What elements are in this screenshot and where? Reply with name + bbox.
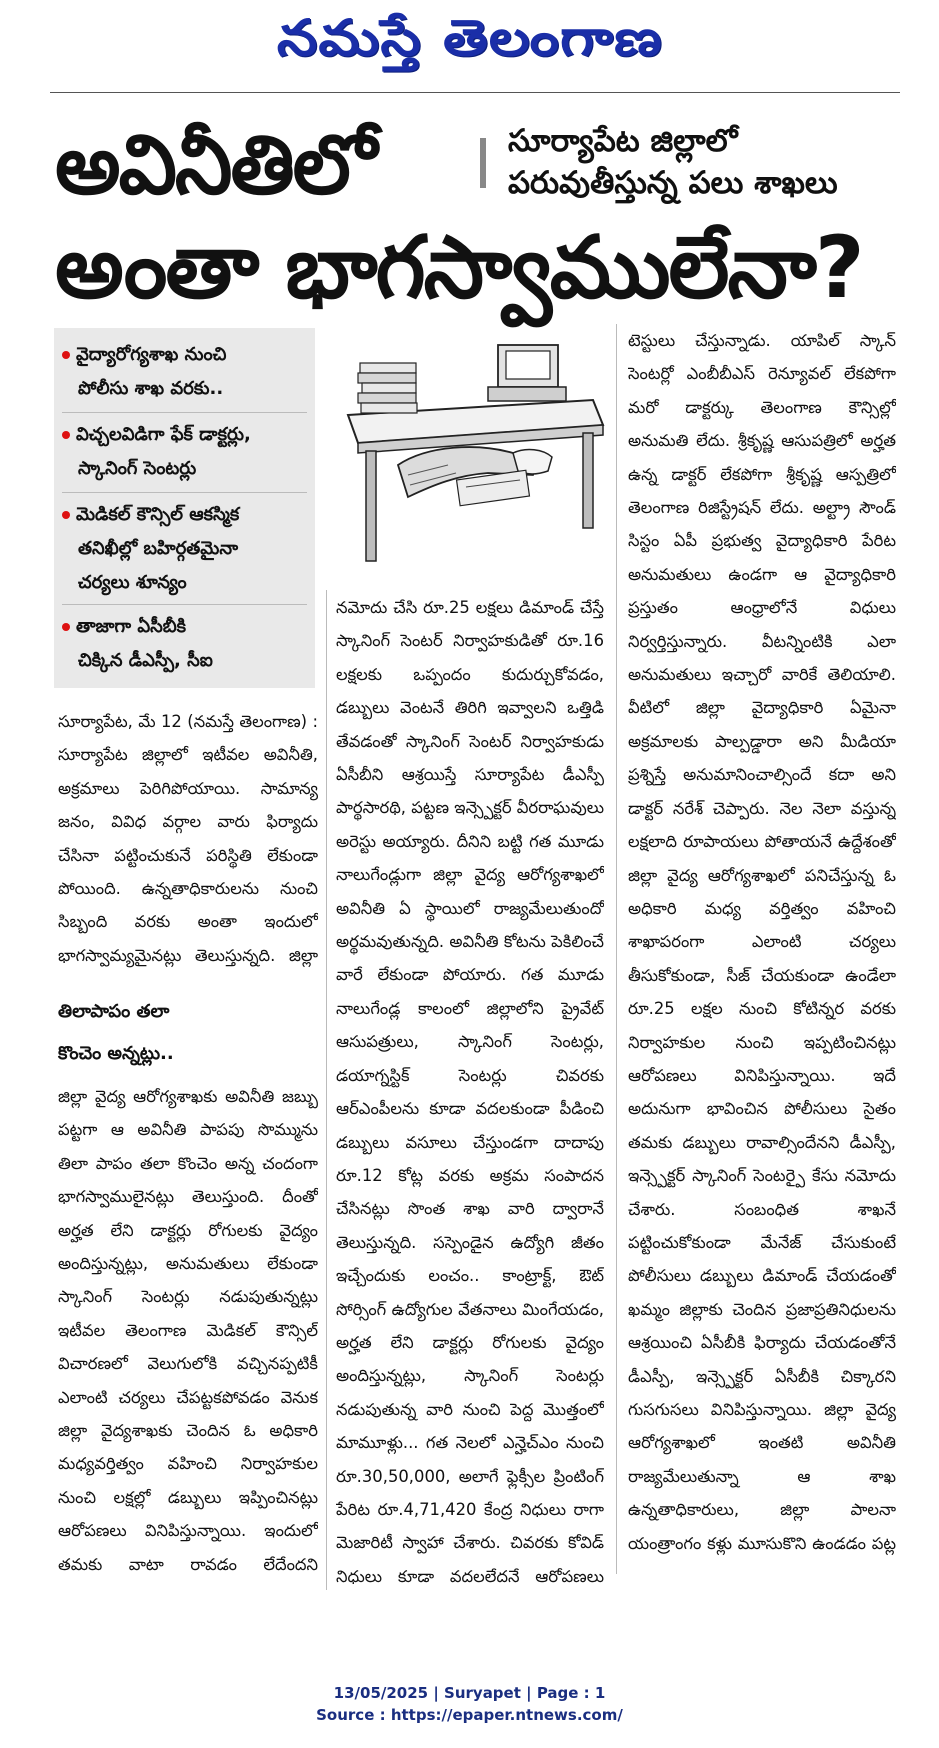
highlight-item: తాజాగా ఏసీబీకి చిక్కిన డీఎస్పీ, సీఐ (62, 610, 213, 678)
footer-source-link[interactable]: Source : https://epaper.ntnews.com/ (316, 1706, 623, 1724)
highlight-separator (62, 412, 307, 413)
article-column-2 (336, 591, 604, 1591)
masthead (0, 2, 939, 82)
crosshead (58, 994, 169, 1030)
highlights-box (54, 328, 315, 688)
subheadline-line1: సూర్యాపేట జిల్లాలో (508, 123, 738, 159)
article-column-1-continued (58, 1080, 318, 1585)
subheadline (508, 120, 838, 204)
article-paragraph: సూర్యాపేట, మే 12 (నమస్తే తెలంగాణ) : సూర్యాపేట జిల్లాలో ఇటీవల అవినీతి, అక్రమాలు పెరిగిపోయాయి. సామాన్య జనం, వివిధ వర్గాల వారు ఫిర్యాదు చేసినా పట్టించుకునే పరిస్థితి లేకుండా పోయింది. ఉన్నతాధికారులను నుంచి సిబ్బంది వరకు అంతా ఇందులో భాగస్వామ్యమైనట్లు తెలుస్తున్నది. జిల్లా (58, 712, 318, 965)
column-divider (326, 590, 327, 1590)
article-column-3 (628, 324, 896, 1566)
bribery-illustration (338, 325, 608, 570)
highlight-item: వైద్యారోగ్యశాఖ నుంచి పోలీసు శాఖ వరకు.. (62, 338, 226, 406)
subheadline-line2: పరువుతీస్తున్న పలు శాఖలు (508, 165, 838, 201)
crosshead-line2: కొంచెం అన్నట్లు.. (58, 1043, 174, 1064)
bullet-dot-icon (62, 431, 70, 439)
column-divider (616, 324, 617, 1574)
masthead-rule (50, 92, 900, 93)
crosshead-2 (58, 1036, 174, 1072)
headline-divider (480, 138, 486, 188)
highlight-item: మెడికల్ కౌన్సిల్ ఆకస్మిక తనిఖీల్లో బహిర్గతమైనా చర్యలు శూన్యం (62, 498, 239, 600)
article-paragraph: జిల్లా వైద్య ఆరోగ్యశాఖకు అవినీతి జబ్బు పట్టగా ఆ అవినీతి పాపపు సొమ్మును తిలా పాపం తలా కొంచెం అన్న చందంగా భాగస్వాములైనట్లు తెలుస్తుంది. దీంతో అర్హత లేని డాక్టర్లు రోగులకు వైద్యం అందిస్తున్నట్లు, అనుమతులు లేకుండా స్కానింగ్ సెంటర్లు నడుపుతున్నట్లు ఇటీవల తెలంగాణ మెడికల్ కౌన్సిల్ విచారణలో వెలుగులోకి వచ్చినప్పటికీ ఎలాంటి చర్యలు చేపట్టకపోవడం వెనుక జిల్లా వైద్యశాఖకు చెందిన ఓ అధికారి మధ్యవర్తిత్వం వహించి నిర్వాహకుల నుంచి లక్షల్లో డబ్బులు ఇప్పించినట్లు ఆరోపణలు వినిపిస్తున్నాయి. ఇందులో తమకు వాటా రావడం లేదేందని (58, 1087, 318, 1574)
headline-line1: అవినీతిలో (55, 118, 375, 213)
newspaper-logo: నమస్తే తెలంగాణ (276, 8, 663, 67)
bullet-dot-icon (62, 351, 70, 359)
highlight-item: విచ్చలవిడిగా ఫేక్ డాక్టర్లు, స్కానింగ్ సెంటర్లు (62, 418, 251, 486)
article-paragraph: నమోదు చేసి రూ.25 లక్షలు డిమాండ్ చేస్తే స్కానింగ్ సెంటర్ నిర్వాహకుడితో రూ.16 లక్షలకు ఒప్పందం కుదుర్చుకోవడం, డబ్బులు వెంటనే తిరిగి ఇవ్వాలని ఒత్తిడి తేవడంతో స్కానింగ్ సెంటర్ నిర్వాహకుడు ఏసీబీని ఆశ్రయిస్తే సూర్యాపేట డీఎస్పీ పార్థసారథి, పట్టణ ఇన్స్పెక్టర్ వీరరాఘవులు అరెస్టు అయ్యారు. దీనిని బట్టి గత మూడు నాలుగేండ్లుగా జిల్లా వైద్య ఆరోగ్యశాఖలో అవినీతి ఏ స్థాయిలో రాజ్యమేలుతుందో అర్థమవుతున్నది. అవినీతి కోటను పెకిలించే వారే లేకుండా పోయారు. గత మూడు నాలుగేండ్ల కాలంలో జిల్లాలోని ప్రైవేట్ ఆసుపత్రులు, స్కానింగ్ సెంటర్లు, డయాగ్నస్టిక్ సెంటర్లు చివరకు ఆర్ఎంపీలను కూడా వదలకుండా పీడించి డబ్బులు వసూలు చేస్తుండగా దాదాపు రూ.12 కోట్ల వరకు అక్రమ సంపాదన చేసినట్లు సొంత శాఖ వారి ద్వారానే తెలుస్తున్నది. సస్పెండైన ఉద్యోగి జీతం ఇచ్చేందుకు లంచం.. కాంట్రాక్ట్, ఔట్ సోర్సింగ్ ఉద్యోగుల వేతనాలు మింగేయడం, అర్హత లేని డాక్టర్లు రోగులకు వైద్యం అందిస్తున్నట్లు, స్కానింగ్ సెంటర్లు నడుపుతున్న వారి నుంచి పెద్ద మొత్తంలో మామూళ్లు... గత నెలలో ఎన్హెచ్ఎం నుంచి రూ.30,50,000, అలాగే ఫ్లెక్సీల ప్రింటింగ్ పేరిట రూ.4,71,420 కేంద్ర నిధులు రాగా మెజారిటీ స్వాహా చేశారు. చివరకు కోవిడ్ నిధులు కూడా వదలలేదనే ఆరోపణలు (336, 598, 604, 1586)
article-column-1 (58, 705, 318, 973)
bullet-dot-icon (62, 511, 70, 519)
article-paragraph: టెస్టులు చేస్తున్నాడు. యాపిల్ స్కాన్ సెంటర్లో ఎంబీబీఎస్ రెన్యూవల్ లేకపోగా మరో డాక్టర్కు తెలంగాణ కౌన్సిల్లో అనుమతి లేదు. శ్రీకృష్ణ ఆసుపత్రిలో అర్హత ఉన్న డాక్టర్ లేకపోగా శ్రీకృష్ణ ఆస్పత్రిలో తెలంగాణ రిజిస్ట్రేషన్ లేదు. అల్ట్రా సౌండ్ సిస్టం ఏపీ ప్రభుత్వ వైద్యాధికారి పేరిట అనుమతులు ఉండగా ఆ వైద్యాధికారి ప్రస్తుతం ఆంధ్రాలోనే విధులు నిర్వర్తిస్తున్నారు. వీటన్నింటికి ఎలా అనుమతులు ఇచ్చారో వారికే తెలియాలి. వీటిలో జిల్లా వైద్యాధికారి ఏమైనా అక్రమాలకు పాల్పడ్డారా అని మీడియా ప్రశ్నిస్తే అనుమానించాల్సిందే కదా అని డాక్టర్ నరేశ్ చెప్పారు. నెల నెలా వస్తున్న లక్షలాది రూపాయలు పోతాయనే ఉద్దేశంతో జిల్లా వైద్య ఆరోగ్యశాఖలో పనిచేస్తున్న ఓ అధికారి మధ్య వర్తిత్వం వహించి శాఖాపరంగా ఎలాంటి చర్యలు తీసుకోకుండా, సీజ్ చేయకుండా ఉండేలా రూ.25 లక్షల నుంచి కోటిన్నర వరకు నిర్వాహకుల నుంచి ఇప్పటించినట్లు ఆరోపణలు వినిపిస్తున్నాయి. ఇదే అదునుగా భావించిన పోలీసులు సైతం తమకు డబ్బులు రావాల్సిందేనని డీఎస్పీ, ఇన్స్పెక్టర్ స్కానింగ్ సెంటర్పై కేసు నమోదు చేశారు. సంబంధిత శాఖనే పట్టించుకోకుండా మేనేజ్ చేసుకుంటే పోలీసులు డబ్బులు డిమాండ్ చేయడంతో ఖమ్మం జిల్లాకు చెందిన ప్రజాప్రతినిధులను ఆశ్రయించి ఏసీబీకి ఫిర్యాదు చేయడంతోనే డీఎస్పీ, ఇన్స్పెక్టర్ ఏసీబీకి చిక్కారని గుసగుసలు వినిపిస్తున్నాయి. జిల్లా వైద్య ఆరోగ్యశాఖలో ఇంతటి అవినీతి రాజ్యమేలుతున్నా ఆ శాఖ ఉన్నతాధికారులు, జిల్లా పాలనా యంత్రాంగం కళ్లు మూసుకొని ఉండడం పట్ల (628, 331, 896, 1553)
footer-edition-info: 13/05/2025 | Suryapet | Page : 1 (333, 1684, 606, 1702)
highlight-separator (62, 492, 307, 493)
bullet-dot-icon (62, 623, 70, 631)
crosshead-line1: తిలాపాపం తలా (58, 1001, 170, 1022)
highlight-separator (62, 604, 307, 605)
headline-line2: అంతా భాగస్వాములేనా? (55, 218, 863, 318)
